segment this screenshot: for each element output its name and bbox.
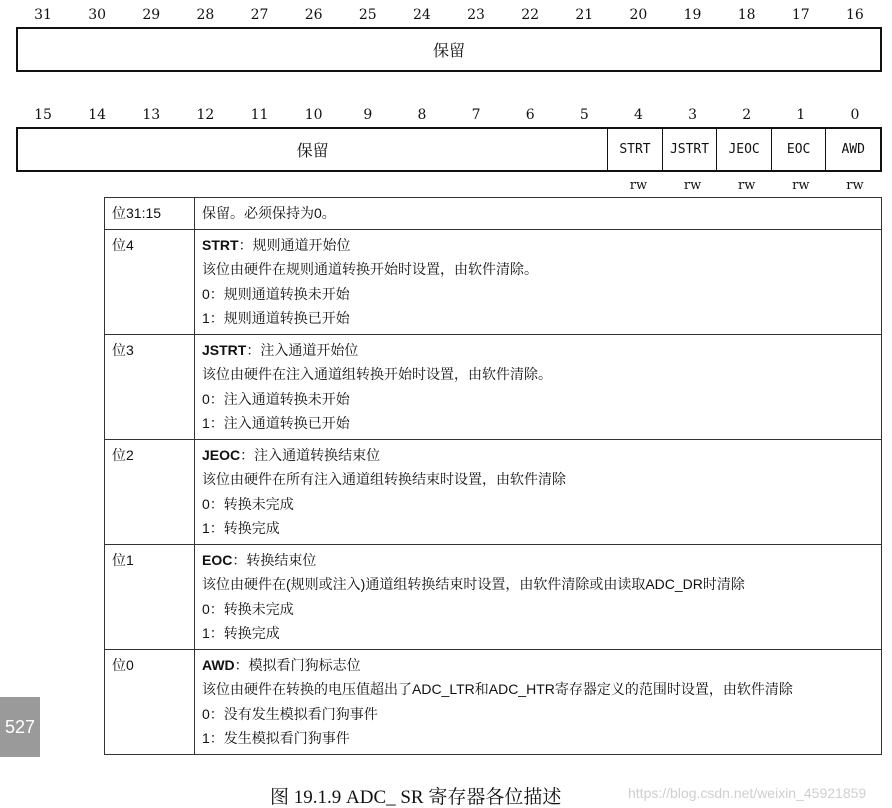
- bit-number: 23: [467, 7, 485, 23]
- field-name: EOC: [202, 551, 233, 568]
- description-line: [202, 257, 874, 282]
- bit-number: 18: [737, 7, 756, 23]
- reserved-field-high: 保留: [432, 41, 465, 60]
- bit-number: 17: [791, 7, 810, 23]
- access-eoc: rw: [792, 178, 810, 193]
- high-bit-numbers: [16, 7, 882, 23]
- description-line: [202, 653, 874, 678]
- description-text: 1：注入通道转换已开始: [202, 415, 350, 431]
- table-row: [105, 544, 882, 649]
- description-line: [202, 492, 874, 517]
- description-text: 1：转换完成: [202, 625, 280, 641]
- low-bit-numbers: [16, 107, 882, 123]
- description-text: 0：没有发生模拟看门狗事件: [202, 705, 378, 722]
- table-row: [105, 334, 882, 439]
- bit-number: 30: [88, 7, 107, 23]
- reserved-field-low: 保留: [296, 141, 329, 160]
- bit-number: 11: [250, 107, 269, 123]
- bit-position: 位2: [105, 439, 195, 544]
- description-line: [202, 362, 874, 387]
- description-line: [202, 726, 874, 751]
- bit-position: 位1: [105, 544, 195, 649]
- bit-number: 7: [471, 107, 481, 123]
- field-name: STRT: [202, 236, 239, 253]
- bit-position: 位4: [105, 229, 195, 334]
- description-line: [202, 467, 874, 492]
- bit-position: 位31:15: [105, 198, 195, 230]
- bit-number: 15: [34, 107, 52, 123]
- description-text: 该位由硬件在(规则或注入)通道组转换结束时设置，由软件清除或由读取ADC_DR时清除: [202, 576, 745, 592]
- bit-number: 29: [142, 7, 161, 23]
- field-name: JEOC: [202, 446, 241, 463]
- description-text: 该位由硬件在规则通道转换开始时设置，由软件清除。: [202, 261, 538, 277]
- description-text: 1：发生模拟看门狗事件: [202, 730, 350, 746]
- description-line: [202, 411, 874, 436]
- bit-number: 1: [796, 107, 806, 123]
- bit-number: 13: [142, 107, 161, 123]
- table-row: [105, 229, 882, 334]
- access-jstrt: rw: [683, 178, 702, 193]
- bit-number: 26: [304, 7, 323, 23]
- description-line: [202, 702, 874, 727]
- field-strt: STRT: [607, 129, 662, 170]
- description-text: ：注入通道转换结束位: [240, 446, 381, 463]
- description-text: ：注入通道开始位: [246, 341, 359, 358]
- description-text: 该位由硬件在转换的电压值超出了ADC_LTR和ADC_HTR寄存器定义的范围时设置，由软件清除: [202, 681, 793, 697]
- bit-description-table: [104, 197, 882, 755]
- bit-description: [195, 198, 882, 230]
- page-number-tab: 527: [0, 697, 40, 757]
- bit-number: 24: [413, 7, 431, 23]
- register-high-half: [16, 27, 882, 72]
- bit-number: 2: [742, 107, 752, 123]
- description-line: [202, 621, 874, 646]
- register-low-half: [16, 127, 882, 172]
- bit-number: 28: [196, 7, 215, 23]
- bit-position: 位0: [105, 649, 195, 754]
- bit-number: 19: [683, 7, 702, 23]
- bit-description: [195, 334, 882, 439]
- description-line: [202, 516, 874, 541]
- table-row: [105, 439, 882, 544]
- description-text: 1：规则通道转换已开始: [202, 310, 350, 326]
- table-row: [105, 198, 882, 230]
- bit-number: 12: [196, 107, 215, 123]
- description-line: [202, 572, 874, 597]
- description-line: [202, 282, 874, 307]
- bit-number: 0: [850, 107, 860, 123]
- bit-number: 22: [521, 7, 540, 23]
- bit-number: 27: [250, 7, 269, 23]
- description-line: [202, 548, 874, 573]
- description-line: [202, 233, 874, 258]
- bit-number: 9: [363, 107, 373, 123]
- field-name: AWD: [202, 656, 235, 673]
- bit-position: 位3: [105, 334, 195, 439]
- bit-description: [195, 544, 882, 649]
- bit-description: [195, 649, 882, 754]
- bit-number: 8: [417, 107, 427, 123]
- bit-description: [195, 439, 882, 544]
- bit-description: [195, 229, 882, 334]
- description-line: [202, 597, 874, 622]
- access-strt: rw: [629, 178, 648, 193]
- bit-number: 5: [579, 107, 589, 123]
- field-eoc: EOC: [771, 129, 826, 170]
- field-jeoc: JEOC: [716, 129, 771, 170]
- bit-number: 16: [846, 7, 864, 23]
- bit-number: 4: [633, 107, 643, 123]
- bit-number: 25: [358, 7, 377, 23]
- description-line: [202, 387, 874, 412]
- table-row: [105, 649, 882, 754]
- field-jstrt: JSTRT: [662, 129, 717, 170]
- bit-number: 21: [575, 7, 594, 23]
- description-text: 1：转换完成: [202, 520, 280, 536]
- description-text: ：规则通道开始位: [238, 236, 351, 253]
- description-text: 0：规则通道转换未开始: [202, 285, 350, 302]
- field-name: JSTRT: [202, 341, 247, 358]
- access-type-row: [16, 178, 882, 193]
- description-text: ：转换结束位: [232, 551, 317, 568]
- figure-caption: 图 19.1.9 ADC_ SR 寄存器各位描述: [270, 787, 562, 808]
- description-line: [202, 306, 874, 331]
- description-text: 该位由硬件在注入通道组转换开始时设置，由软件清除。: [202, 366, 552, 382]
- description-text: 0：注入通道转换未开始: [202, 390, 350, 407]
- bit-number: 3: [688, 107, 698, 123]
- bit-number: 10: [304, 107, 323, 123]
- description-text: 0：转换未完成: [202, 495, 294, 512]
- description-text: 保留。必须保持为0。: [202, 205, 336, 221]
- access-jeoc: rw: [738, 178, 756, 193]
- description-line: [202, 677, 874, 702]
- description-text: ：模拟看门狗标志位: [234, 656, 361, 673]
- description-text: 0：转换未完成: [202, 600, 294, 617]
- description-line: [202, 201, 874, 226]
- access-awd: rw: [846, 178, 864, 193]
- watermark: https://blog.csdn.net/weixin_45921859: [628, 785, 867, 801]
- bit-number: 6: [525, 107, 535, 123]
- bit-number: 31: [34, 7, 52, 23]
- bit-number: 20: [629, 7, 648, 23]
- field-awd: AWD: [825, 129, 880, 170]
- bit-number: 14: [88, 107, 107, 123]
- description-line: [202, 338, 874, 363]
- description-text: 该位由硬件在所有注入通道组转换结束时设置，由软件清除: [202, 471, 566, 487]
- description-line: [202, 443, 874, 468]
